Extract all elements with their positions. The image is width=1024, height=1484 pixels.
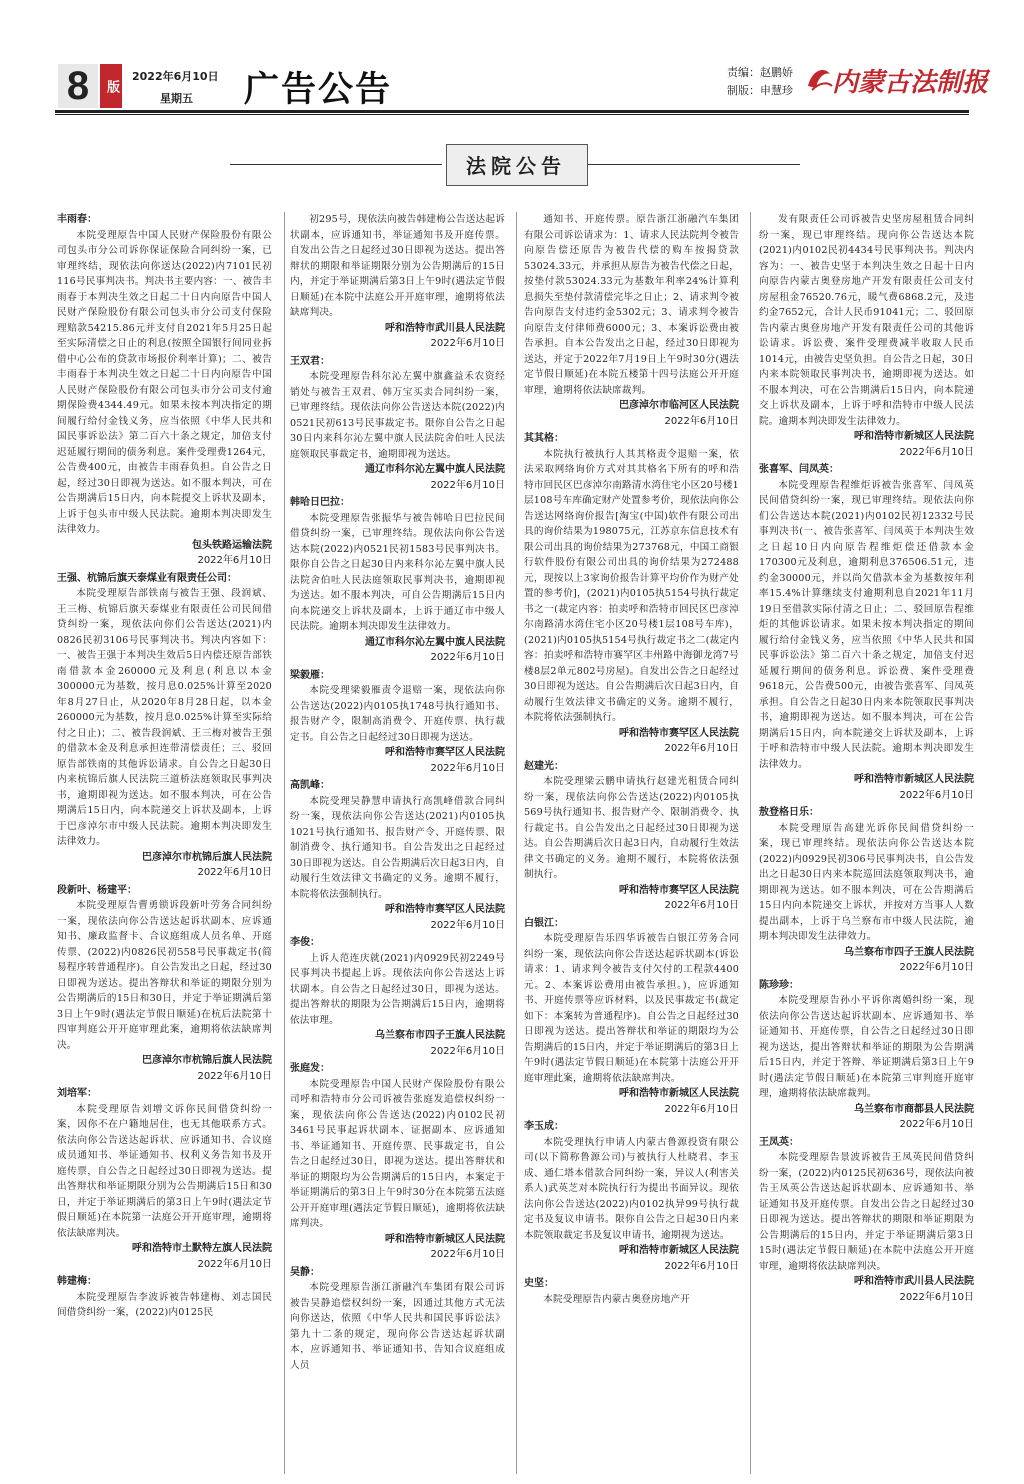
notice-addressee: 梁毅雁： xyxy=(290,669,330,681)
column-3 xyxy=(524,212,739,1478)
notice-date: 2022年6月10日 xyxy=(430,762,505,774)
notice-date: 2022年6月10日 xyxy=(899,446,974,458)
court-notice xyxy=(524,431,739,757)
notice-date: 2022年6月10日 xyxy=(664,900,739,911)
notice-court: 呼和浩特市赛罕区人民法院 xyxy=(619,884,739,896)
notice-date: 2022年6月10日 xyxy=(664,1103,739,1115)
column-divider xyxy=(516,212,517,1474)
banner-line-left xyxy=(230,164,442,165)
page-suffix: 版 xyxy=(100,64,122,108)
notice-addressee: 史坚： xyxy=(524,1278,554,1289)
court-notice xyxy=(524,1119,739,1274)
court-notice xyxy=(759,462,974,803)
notice-body: 本院受理原告刘增文诉你民间借贷纠纷一案，因你不在户籍地居住，也无其他联系方式。依法向你公告送达起诉状、应诉通知书、合议庭成员通知书、举证通知书、权利义务告知书及开庭传票，自公告之日起经过30日即视为送达。提出答辩状和举证期限分别为公告期满后15日和30日，并定于举证期满后的第3日上午9时(遇法定节假日顺延)在本院第一法庭公开开庭审理，逾期将依法缺席判决。 xyxy=(57,1103,272,1239)
notice-addressee: 段新叶、杨建平： xyxy=(57,884,137,896)
column-4 xyxy=(759,212,974,1478)
notice-court: 巴彦淖尔市临河区人民法院 xyxy=(619,400,739,411)
notice-body: 本院受理梁云鹏申请执行赵建光租赁合同纠纷一案，现依法向你公告送达(2022)内0105执569号执行通知书、报告财产令、限制消费令、执行裁定书。自公告发出之日起经过30日即视为送达。自公告期满后次日起3日内，自动履行生效法律文书确定的义务。逾期不履行，本院将依法强制执行。 xyxy=(524,776,739,880)
notice-body: 本院受理吴静慧申请执行高凯峰借款合同纠纷一案，现依法向你公告送达(2021)内0105执1021号执行通知书、报告财产令、开庭传票、限制消费令、执行通知书。自公告发出之日起经过30日即视为送达。自公告期满后次日起3日内，自动履行生效法律文书确定的义务。逾期不履行，本院将依法强制执行。 xyxy=(290,795,505,900)
notice-court: 呼和浩特市赛罕区人民法院 xyxy=(385,747,505,758)
layout-editor-line: 制版：申慧珍 xyxy=(727,84,793,97)
notice-date: 2022年6月10日 xyxy=(197,1258,272,1270)
court-notice xyxy=(759,805,974,976)
notice-addressee: 陈珍珍： xyxy=(759,979,799,991)
notice-date: 2022年6月10日 xyxy=(899,789,974,801)
notice-body: 本院受理原告内蒙古奥登房地产开 xyxy=(543,1293,691,1305)
notice-date: 2022年6月10日 xyxy=(430,338,505,349)
notice-addressee: 王强、杭锦后旗天泰煤业有限责任公司： xyxy=(57,572,237,584)
court-notice xyxy=(57,1086,272,1272)
notice-court: 乌兰察布市商都县人民法院 xyxy=(854,1103,974,1115)
column-1 xyxy=(57,212,272,1478)
notice-court: 巴彦淖尔市杭锦后旗人民法院 xyxy=(142,851,272,863)
column-divider xyxy=(750,212,751,1474)
notice-court: 巴彦淖尔市杭锦后旗人民法院 xyxy=(142,1055,272,1066)
court-notice xyxy=(759,978,974,1133)
notice-addressee: 张庭发： xyxy=(290,1063,330,1074)
notice-date: 2022年6月10日 xyxy=(430,652,505,663)
notice-addressee: 王双君： xyxy=(290,355,330,367)
newspaper-logo-text: 内蒙古法制报 xyxy=(832,68,989,98)
notice-addressee: 张喜军、闫凤英： xyxy=(759,464,839,475)
page-header xyxy=(0,0,1024,112)
section-title: 法院公告 xyxy=(466,154,566,178)
notice-date: 2022年6月10日 xyxy=(197,867,272,878)
court-notice xyxy=(524,212,739,429)
notice-addressee: 吴静： xyxy=(290,1266,320,1278)
notice-body: 本院受理原告中国人民财产保险股份有限公司包头市分公司诉你保证保险合同纠纷一案，已审理终结，现依法向你送达(2022)内7101民初116号民事判决书。判决书主要内容：一、被告丰雨春于本判决生效之日起二十日内向原告中国人民财产保险股份有限公司包头市分公司支付保险理赔款54215.86元并支付自2021年5月25日起至实际清偿之日止的利息(按照全国银行间同业拆借中心公布的贷款市场报价利率计算)；二、被告丰雨春于本判决生效之日起二十日内向原告中国人民财产保险股份有限公司包头市分公司支付逾期保险费4344.49元。如果未按本判决指定的期间履行给付金钱义务，应当依照《中华人民共和国民事诉讼法》第二百六十条之规定，加倍支付迟延履行期间的债务利息。案件受理费1264元，公告费400元，由被告丰雨春负担。自公告之日起，经过30日即视为送达。如不服本判决，可在公告期满后15日内，向本院提交上诉状及副本，上诉于包头市中级人民法院。逾期本判决即发生法律效力。 xyxy=(57,229,272,535)
notice-date: 2022年6月10日 xyxy=(899,1291,974,1303)
notice-body: 本院受理原告景波诉被告王凤英民间借贷纠纷一案，(2022)内0125民初636号，现依法向被告王凤英公告送达起诉状副本、应诉通知书、举证通知书及开庭传票。自发出公告之日起经过30日即视为送达。提出答辩状的期限和举证期限为公告期满后的15日内，并定于举证期满后第3日15时(遇法定节假日顺延)在本院中法庭公开开庭审理，逾期将依法缺席判决。 xyxy=(759,1152,974,1272)
notice-body: 本院受理原告中国人民财产保险股份有限公司呼和浩特市分公司诉被告张庭发追偿权纠纷一案，现依法向你公告送达(2022)内0102民初3461号民事起诉状副本、证据副本、应诉通知书、举证通知书、开庭传票、民事裁定书，自公告之日起经过30日，即视为送达。提出答辩状和举证的期限均为公告期满后的15日内，本案定于举证期满后的第3日上午9时30分在本院第五法庭公开开庭审理(遇法定节假日顺延)，逾期将依法缺席判决。 xyxy=(290,1078,505,1229)
notice-body: 本院受理原告程维炬诉被告张喜军、闫凤英民间借贷纠纷一案，现已审理终结。现依法向你们公告送达本院(2021)内0102民初12332号民事判决书(一、被告张喜军、闫凤英于本判决生效之日起10日内向原告程维炬偿还借款本金170300元及利息，逾期利息376506.51元，违约金30000元，并以尚欠借款本金为基数按年利率15.4%计算继续支付逾期利息自2021年11月19日至借款实际付清之日止；二、驳回原告程维炬的其他诉讼请求。如果未按本判决指定的期间履行给付金钱义务，应当依照《中华人民共和国民事诉讼法》第二百六十条之规定，加倍支付迟延履行期间的债务利息。诉讼费、案件受理费9618元，公告费500元，由被告张喜军、闫凤英承担。自公告之日起30日内来本院领取民事判决书，逾期即视为送达。如不服本判决，可在公告期满后15日内，向本院递交上诉状及副本，上诉于呼和浩特市中级人民法院。逾期本判决即发生法律效力。 xyxy=(759,479,974,770)
notice-addressee: 韩建梅： xyxy=(57,1276,97,1287)
notice-body: 上诉人范连庆就(2021)内0929民初2249号民事判决书提起上诉。现依法向你公告送达上诉状副本。自公告之日起经过30日，即视为送达。提出答辩状的期限为公告期满后15日内，逾期将依法审理。 xyxy=(290,952,505,1026)
notice-court: 呼和浩特市新城区人民法院 xyxy=(619,1088,739,1099)
notice-date: 2022年6月10日 xyxy=(899,1119,974,1130)
court-notice xyxy=(290,935,505,1059)
court-notice xyxy=(290,212,505,352)
notice-court: 呼和浩特市新城区人民法院 xyxy=(385,1233,505,1245)
issue-date: 2022年6月10日 xyxy=(132,70,219,83)
notice-addressee: 刘培军： xyxy=(57,1088,97,1099)
notice-addressee: 赵建光： xyxy=(524,760,564,772)
notice-addressee: 其其格： xyxy=(524,433,564,444)
notice-addressee: 李玉成： xyxy=(524,1121,564,1132)
notice-court: 乌兰察布市四子王旗人民法院 xyxy=(375,1030,505,1041)
notice-date: 2022年6月10日 xyxy=(664,1260,739,1272)
notice-body: 本院受理原告李波诉被告韩建梅、刘志国民间借贷纠纷一案，(2022)内0125民 xyxy=(57,1291,272,1318)
editor-credits xyxy=(727,64,793,100)
notice-court: 呼和浩特市武川县人民法院 xyxy=(854,1276,974,1287)
notice-court: 包头铁路运输法院 xyxy=(192,539,272,551)
column-2 xyxy=(290,212,505,1478)
notice-body: 本院执行被执行人其其格责令退赔一案，依法采取网络询价方式对其其格名下所有的呼和浩特市回民区巴彦淖尔南路清水湾住宅小区20号楼1层108号车库确定财产处置参考价，现依法向你公告送达网络询价报告[淘宝(中国)软件有限公司出具的询价结果为198075元，江苏京东信息技术有限公司出具的询价结果为273768元，中国工商银行软件股份有限公司出具的询价结果为272488元，现按以上3家询价报告计算平均价作为财产处置的参考价]，(2021)内0105执5154号执行裁定书之一(裁定内容：拍卖呼和浩特市回民区巴彦淖尔南路清水湾住宅小区20号楼1层108号车库)，(2021)内0105执5154号执行裁定书之二(裁定内容：拍卖呼和浩特市赛罕区丰州路中海御龙湾7号楼8层2单元802号房屋)。自发出公告之日起经过30日即视为送达。自公告期满后次日起3日内，自动履行生效法律文书确定的义务。逾期不履行，本院将依法强制执行。 xyxy=(524,448,739,723)
notice-court: 呼和浩特市新城区人民法院 xyxy=(619,1245,739,1256)
court-notice xyxy=(57,212,272,569)
notice-addressee: 白银江： xyxy=(524,917,564,929)
court-notice xyxy=(524,759,739,914)
notice-addressee: 丰雨春： xyxy=(57,214,97,225)
court-notice xyxy=(57,1274,272,1321)
notice-addressee: 高凯峰： xyxy=(290,780,330,791)
notice-date: 2022年6月10日 xyxy=(197,555,272,566)
notice-court: 呼和浩特市新城区人民法院 xyxy=(854,431,974,442)
issue-weekday: 星期五 xyxy=(160,92,193,105)
notice-date: 2022年6月10日 xyxy=(430,1045,505,1057)
notice-addressee: 敖登格日乐： xyxy=(759,807,819,818)
notice-body: 发有限责任公司诉被告史坚房屋租赁合同纠纷一案，现已审理终结。现向你公告送达本院(2021)内0102民初4434号民事判决书。判决内容为：一、被告史坚于本判决生效之日起十日内向原告内蒙古奥登房地产开发有限责任公司支付房屋租金76520.76元，暖气费6868.2元，及违约金7652元，合计人民币91041元；二、驳回原告内蒙古奥登房地产开发有限责任公司的其他诉讼请求。诉讼费、案件受理费减半收取人民币1014元，由被告史坚负担。自公告之日起，30日内来本院领取民事判决书，逾期即视为送达。如不服本判决，可在公告期满后15日内，向本院递交上诉状及副本，上诉于呼和浩特市中级人民法院。逾期本判决即发生法律效力。 xyxy=(759,214,974,427)
notice-court: 呼和浩特市土默特左旗人民法院 xyxy=(132,1243,272,1254)
notice-body: 初295号，现依法向被告韩建梅公告送达起诉状副本，应诉通知书，举证通知书及开庭传票。自发出公告之日起经过30日即视为送达。提出答辩状的期限和举证期限分别为公告期满后的15日内，并定于举证期满后第3日上午9时(遇法定节假日顺延)在本院中法庭公开开庭审理，逾期将依法缺席判决。 xyxy=(290,214,505,318)
notice-body: 本院受理原告浙江浙融汽车集团有限公司诉被告吴静追偿权纠纷一案，因通过其他方式无法向你送达，依照《中华人民共和国民事诉讼法》第九十二条的规定，现向你公告送达起诉状副本，应诉通知书、举证通知书、告知合议庭组成人员 xyxy=(290,1282,505,1371)
court-notice xyxy=(290,495,505,666)
notice-body: 通知书、开庭传票。原告浙江浙融汽车集团有限公司诉讼请求为：1、请求人民法院判令被告向原告偿还原告为被告代偿的购车按揭贷款53024.33元，并承担从原告为被告代偿之日起，按垫付款53024.33元为基数年利率24%计算利息损失至垫付款清偿完毕之日止；2、请求判令被告向原告支付违约金5302元；3、请求判令被告向原告支付律师费6000元；3、本案诉讼费由被告承担。自本公告发出之日起，经过30日即视为送达，并定于2022年7月19日上午9时30分(遇法定节假日顺延)在本院五楼第十四号法庭公开开庭审理，逾期将依法缺席裁判。 xyxy=(524,214,739,396)
notice-date: 2022年6月10日 xyxy=(430,1249,505,1260)
notice-addressee: 李俊： xyxy=(290,937,320,948)
court-notice xyxy=(290,778,505,933)
section-banner xyxy=(0,140,1024,190)
court-notice xyxy=(290,354,505,494)
notice-date: 2022年6月10日 xyxy=(430,919,505,931)
header-rule-thin xyxy=(55,114,969,115)
notice-body: 本院受理原告乐四华诉被告白银江劳务合同纠纷一案，现依法向你公告送达起诉状副本(诉讼请求：1、请求判令被告支付欠付的工程款4400元。2、本案诉讼费用由被告承担。)，应诉通知书、开庭传票等应诉材料，以及民事裁定书(裁定如下：本案转为普通程序)。自公告之日起经过30日即视为送达。提出答辩状和举证的期限均为公告期满后的15日内，并定于举证期满后的第3日上午9时(遇法定节假日顺延)在本院第十法庭公开开庭审理此案，逾期将依法缺席判决。 xyxy=(524,933,739,1084)
court-notice xyxy=(290,668,505,777)
notice-date: 2022年6月10日 xyxy=(899,962,974,973)
notice-court: 通辽市科尔沁左翼中旗人民法院 xyxy=(365,464,505,475)
notice-court: 乌兰察布市四子王旗人民法院 xyxy=(844,946,974,958)
court-notice xyxy=(524,1276,739,1307)
notice-body: 本院受理梁毅雁责令退赔一案，现依法向你公告送达(2022)内0105执1748号执行通知书、报告财产令，限制高消费令、开庭传票、执行裁定书。自公告之日起经过30日即视为送达。 xyxy=(290,685,505,743)
court-notice xyxy=(759,1135,974,1306)
notice-body: 本院受理原告部铁南与被告王强、段润斌、王三梅、杭锦后旗天泰煤业有限责任公司民间借贷纠纷一案，现依法向你们公告送达(2021)内0826民初3106号民事判决书。判决内容如下：一、被告王强于本判决生效后5日内偿还原告部铁南借款本金260000元及利息(利息以本金300000元为基数，按月息0.025%计算至2020年8月27日止，从2020年8月28日起，以本金260000元为基数，按月息0.025%计算至实际给付之日止)；二、被告段润斌、王三梅对被告王强的借款本金及利息承担连带清偿责任；三、驳回原告部铁南的其他诉讼请求。自公告之日起30日内来杭锦后旗人民法院三道桥法庭领取民事判决书，逾期即视为送达。如不服本判决，可在公告期满后15日内，向本院递交上诉状及副本，上诉于巴彦淖尔市中级人民法院。逾期本判决即发生法律效力。 xyxy=(57,588,272,847)
header-rule xyxy=(55,110,969,113)
notice-court: 通辽市科尔沁左翼中旗人民法院 xyxy=(365,636,505,648)
notice-date: 2022年6月10日 xyxy=(664,415,739,427)
notice-court: 呼和浩特市武川县人民法院 xyxy=(385,322,505,334)
notice-body: 本院受理原告高建光诉你民间借贷纠纷一案，现已审理终结。现依法向你公告送达本院(2022)内0929民初306号民事判决书，自公告发出之日起30日内来本院巡回法庭领取判决书，逾期即视为送达。如不服本判决，可在公告期满后15日内向本院递交上诉状，并按对方当事人人数提出副本，上诉于乌兰察布市中级人民法院，逾期本判决即发生法律效力。 xyxy=(759,822,974,942)
notice-court: 呼和浩特市赛罕区人民法院 xyxy=(619,727,739,739)
court-notice xyxy=(290,1061,505,1263)
notice-date: 2022年6月10日 xyxy=(664,743,739,754)
notice-body: 本院受理执行申请人内蒙古鲁源投资有限公司(以下简称鲁源公司)与被执行人杜晓君、李玉成、通仁塔本借款合同纠纷一案，异议人(利害关系人)武英芝对本院执行行为提出书面异议。现依法向你公告送达(2022)内0102执异99号执行裁定书及复议申请书。限你自公告之日起30日内来本院领取裁定书及复议申请书，逾期视为送达。 xyxy=(524,1136,739,1241)
editor-line: 责编：赵鹏娇 xyxy=(727,66,793,79)
notice-body: 本院受理原告科尔沁左翼中旗鑫益禾农资经销处与被告王双君、韩万宝买卖合同纠纷一案，已审理终结。现依法向你公告送达本院(2022)内0521民初613号民事裁定书。限你自公告之日起30日内来科尔沁左翼中旗人民法院舍伯吐人民法庭领取民事裁定书，逾期即视为送达。 xyxy=(290,371,505,460)
notice-court: 呼和浩特市新城区人民法院 xyxy=(854,774,974,785)
notice-body: 本院受理原告张振华与被告韩哈日巴拉民间借贷纠纷一案，已审理终结。现依法向你公告送达本院(2022)内0521民初1583号民事判决书。限你自公告之日起30日内来科尔沁左翼中旗人民法院舍伯吐人民法庭领取民事判决书，逾期即视为送达。如不服本判决，可自公告期满后15日内向本院递交上诉状及副本，上诉于通辽市中级人民法院。逾期本判决即发生法律效力。 xyxy=(290,512,505,632)
court-notice xyxy=(290,1265,505,1374)
page-title: 广告公告 xyxy=(244,70,393,110)
notice-court: 呼和浩特市赛罕区人民法院 xyxy=(385,904,505,915)
banner-line-right xyxy=(588,164,800,165)
page-number: 8 xyxy=(58,64,98,108)
court-notice xyxy=(57,883,272,1085)
notice-body: 本院受理原告曹勇锁诉段新叶劳务合同纠纷一案，现依法向你公告送达起诉状副本、应诉通知书、廉政监督卡、合议庭组成人员名单、开庭传票、(2022)内0826民初558号民事裁定书(简易程序转普通程序)。自公告发出之日起，经过30日即视为送达。提出答辩状和举证的期限分别为公告期满后的15日和30日，并定于举证期满后第3日上午9时(遇法定节假日顺延)在杭后法院第十四审判庭公开开庭审理此案，逾期将依法缺席判决。 xyxy=(57,900,272,1051)
court-notice xyxy=(57,571,272,881)
notice-addressee: 韩哈日巴拉： xyxy=(290,497,350,508)
column-divider xyxy=(284,212,285,1474)
notice-addressee: 王凤英： xyxy=(759,1136,799,1148)
notice-date: 2022年6月10日 xyxy=(197,1070,272,1082)
notice-date: 2022年6月10日 xyxy=(430,479,505,491)
notice-body: 本院受理原告孙小平诉你离婚纠纷一案，现依法向你公告送达起诉状副本、应诉通知书、举证通知书、开庭传票，自公告之日起经过30日即视为送达，提出答辩状和举证的期限为公告期满后15日内，并定于答辩、举证期满后第3日上午9时(遇法定节假日顺延)在本院第三审判庭开庭审理，逾期将依法缺席裁判。 xyxy=(759,995,974,1099)
court-notice xyxy=(524,916,739,1118)
court-notice xyxy=(759,212,974,460)
